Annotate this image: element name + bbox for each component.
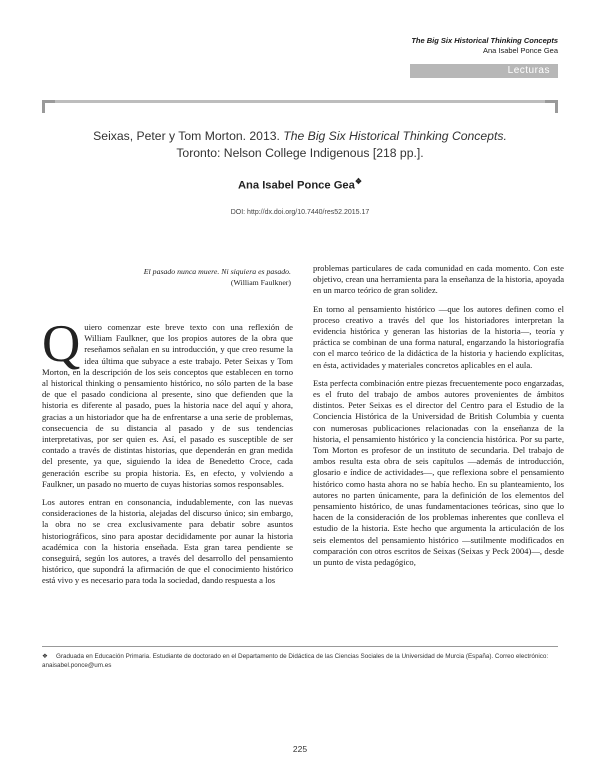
reference-authors-year: Seixas, Peter y Tom Morton. 2013.	[93, 129, 280, 143]
footnote-rule	[42, 646, 558, 647]
right-paragraph-1: problemas particulares de cada comunidad en cada momento. Con este objetivo, crean una herramienta para la enseñanza de la historia, apoyada en un marco teórico de gran solidez.	[313, 263, 565, 296]
epigraph-quote: El pasado nunca muere. Ni siquiera es pasado.	[143, 267, 291, 276]
left-column	[42, 315, 293, 594]
frame-corner-top-left	[42, 100, 55, 113]
reviewer-footnote-mark: ❖	[354, 177, 363, 186]
running-head-book-title: The Big Six Historical Thinking Concepts	[411, 36, 558, 45]
footnote	[42, 652, 558, 670]
left-paragraph-1	[42, 315, 293, 490]
reference-title: The Big Six Historical Thinking Concepts.	[283, 129, 507, 143]
left-paragraph-2: Los autores entran en consonancia, indudablemente, con las nuevas consideraciones de la historia, alejadas del discurso único; sin embargo, la obra no se crea exclusivamente para debatir sobre asuntos historiográficos, sino para apostar decididamente por aunar la historia académica con la historia enseñada. Esta gran tarea pendiente se conseguirá, según los autores, a través del desarrollo del pensamiento histórico, que supondrá la afirmación de que el conocimiento histórico está vivo y es necesario para toda la sociedad, dando respuesta a los	[42, 497, 293, 586]
running-head-author: Ana Isabel Ponce Gea	[482, 46, 558, 55]
book-reference	[60, 128, 540, 162]
reviewer-name: Ana Isabel Ponce Gea	[237, 179, 355, 192]
doi-link[interactable]: DOI: http://dx.doi.org/10.7440/res52.2015.17	[230, 209, 370, 216]
reference-publisher: Toronto: Nelson College Indigenous [218 pp.].	[176, 146, 424, 160]
running-head	[411, 36, 558, 56]
reviewer-name-block	[0, 177, 600, 192]
frame-corner-top-right	[545, 100, 558, 113]
epigraph	[120, 266, 291, 288]
frame-top-rule	[55, 100, 545, 103]
right-column	[313, 263, 564, 575]
page-number: 225	[292, 744, 308, 754]
section-tab: Lecturas	[410, 64, 558, 78]
footnote-mark: ❖	[42, 653, 48, 660]
right-paragraph-2: En torno al pensamiento histórico —que los autores definen como el proceso creativo a través del que los historiadores interpretan la evidencia histórica y generan las historias de la historia—, teoría y práctica se combinan de una forma natural, engarzando la historiografía con el marco teórico de la didáctica de la historia y haciendo explícitas, en ésta, actividades y materiales concretos aplicables en el aula.	[313, 303, 564, 370]
right-paragraph-3: Esta perfecta combinación entre piezas frecuentemente poco engarzadas, es el fruto del trabajo de ambos autores provenientes de ámbitos distintos. Peter Seixas es el director del Centro para el Estudio de la Conciencia Histórica de la Universidad de British Columbia y cuenta con numerosas publicaciones relacionadas con la enseñanza de la historia, el pensamiento histórico y la conciencia histórica. Por su parte, Tom Morton es profesor de un instituto de secundaria. Del trabajo de ambos resulta esta obra de seis capítulos —además de introducción, glosario e índice de actividades—, que reflexiona sobre el pensamiento histórico como hasta ahora no se había hecho. En su planteamiento, los autores no parten únicamente, para la definición de los elementos del pensamiento histórico, de unas fundamentaciones teóricas, sino que lo hacen de la consideración de los problemas inherentes que conlleva el estudio de la historia. Este hecho que argumenta la articulación de los seis elementos del pensamiento histórico —sutilmente modificados en comparación con otros escritos de Seixas (Seixas y Peck 2004)—, desde un punto de vista pedagógico,	[313, 377, 564, 568]
header-frame	[42, 100, 558, 248]
drop-cap: Q	[42, 315, 81, 373]
epigraph-source: (William Faulkner)	[230, 278, 291, 287]
left-paragraph-1-text: uiero comenzar este breve texto con una reflexión de William Faulkner, que los propios autores de la obra que reseñamos señalan en su introducción, y que creo resume la idea última que subyace a este trabajo. Peter Seixas y Tom Morton, en la descripción de los seis conceptos que establecen en torno al historical thinking o pensamiento histórico, no sólo parten de la base de que el pasado condiciona al presente, sino que defienden que la historia es diferente al pasado, pues la historia nace del aquí y ahora, gracias a un historiador que ha de enfrentarse a una serie de problemas, consecuencia de su distancia al pasado y de sus tendencias interpretativas, por ser quien es. Así, el pasado es susceptible de ser contado a través de distintas historias, que dependerán en gran medida del presente, ya que, siguiendo la idea de Benedetto Croce, cada generación escribe su propia historia. Es, en efecto, y volviendo a Faulkner, un pasado no muerto de cuyas historias somos responsables.	[42, 322, 293, 489]
footnote-text: Graduada en Educación Primaria. Estudiante de doctorado en el Departamento de Didáctica de las Ciencias Sociales de la Universidad de Murcia (España). Correo electrónico: anaisabel.ponce@um.es	[42, 653, 549, 669]
